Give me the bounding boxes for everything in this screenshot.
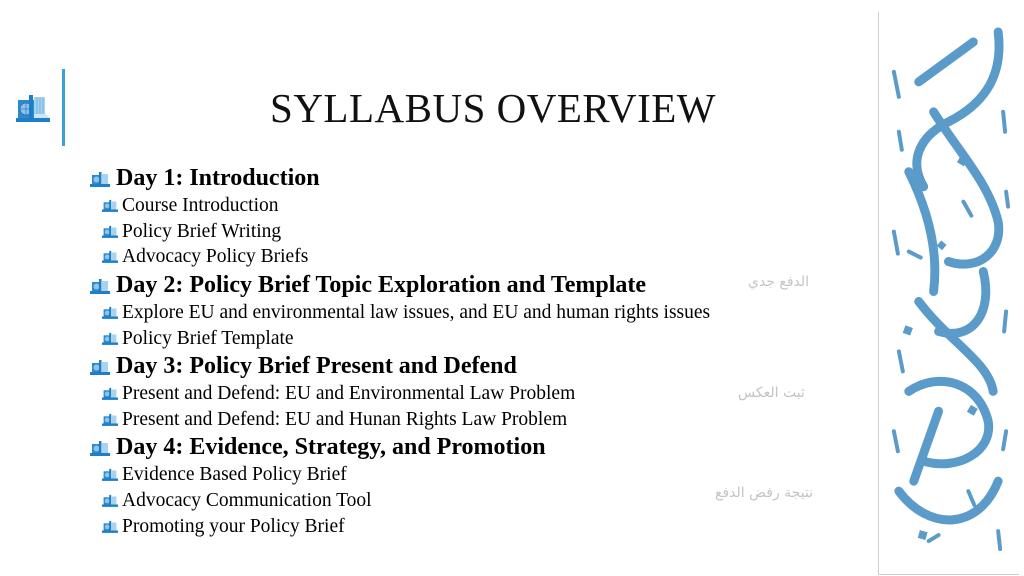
item-text: Explore EU and environmental law issues, and EU and human rights issues (122, 302, 711, 324)
bullet-icon (102, 494, 118, 507)
bullet-icon (102, 332, 118, 345)
arabic-watermark: نتيجة رفض الدفع (715, 485, 814, 501)
syllabus-outline (90, 163, 850, 539)
day-heading (90, 432, 850, 462)
item-text: Promoting your Policy Brief (122, 515, 345, 537)
bullet-icon (102, 199, 118, 212)
list-item (90, 300, 850, 326)
item-text: Advocacy Policy Briefs (122, 246, 309, 268)
day-title: Day 4: Evidence, Strategy, and Promotion (116, 434, 546, 461)
day-title: Day 3: Policy Brief Present and Defend (116, 352, 517, 379)
bullet-icon (102, 225, 118, 238)
bullet-icon (102, 250, 118, 263)
bullet-icon (90, 359, 110, 375)
item-text: Advocacy Communication Tool (122, 490, 372, 512)
day-title: Day 2: Policy Brief Topic Exploration and Template (116, 271, 647, 298)
bullet-icon (102, 387, 118, 400)
day-heading (90, 163, 850, 193)
day-heading (90, 351, 850, 381)
item-text: Course Introduction (122, 195, 279, 217)
day-heading (90, 270, 850, 300)
bullet-icon (90, 278, 110, 294)
arabic-calligraphy-icon (879, 12, 1019, 574)
list-item (90, 244, 850, 270)
bullet-icon (102, 306, 118, 319)
bullet-icon (102, 413, 118, 426)
list-item (90, 325, 850, 351)
item-text: Present and Defend: EU and Environmental Law Problem (122, 383, 576, 405)
arabic-watermark: ثبت العكس (738, 385, 805, 401)
bullet-icon (90, 171, 110, 187)
list-item (90, 407, 850, 433)
item-text: Policy Brief Template (122, 327, 294, 349)
day-title: Day 1: Introduction (116, 165, 320, 191)
list-item (90, 462, 850, 488)
list-item (90, 381, 850, 407)
arabic-watermark: الدفع جدي (748, 274, 810, 290)
calligraphy-panel (878, 12, 1019, 575)
bullet-icon (102, 468, 118, 481)
item-text: Present and Defend: EU and Hunan Rights Law Problem (122, 408, 568, 430)
item-text: Evidence Based Policy Brief (122, 464, 347, 486)
list-item (90, 219, 850, 245)
list-item (90, 193, 850, 219)
list-item (90, 513, 850, 539)
bullet-icon (90, 440, 110, 456)
bullet-icon (102, 520, 118, 533)
slide-title: SYLLABUS OVERVIEW (270, 85, 716, 131)
item-text: Policy Brief Writing (122, 220, 282, 242)
